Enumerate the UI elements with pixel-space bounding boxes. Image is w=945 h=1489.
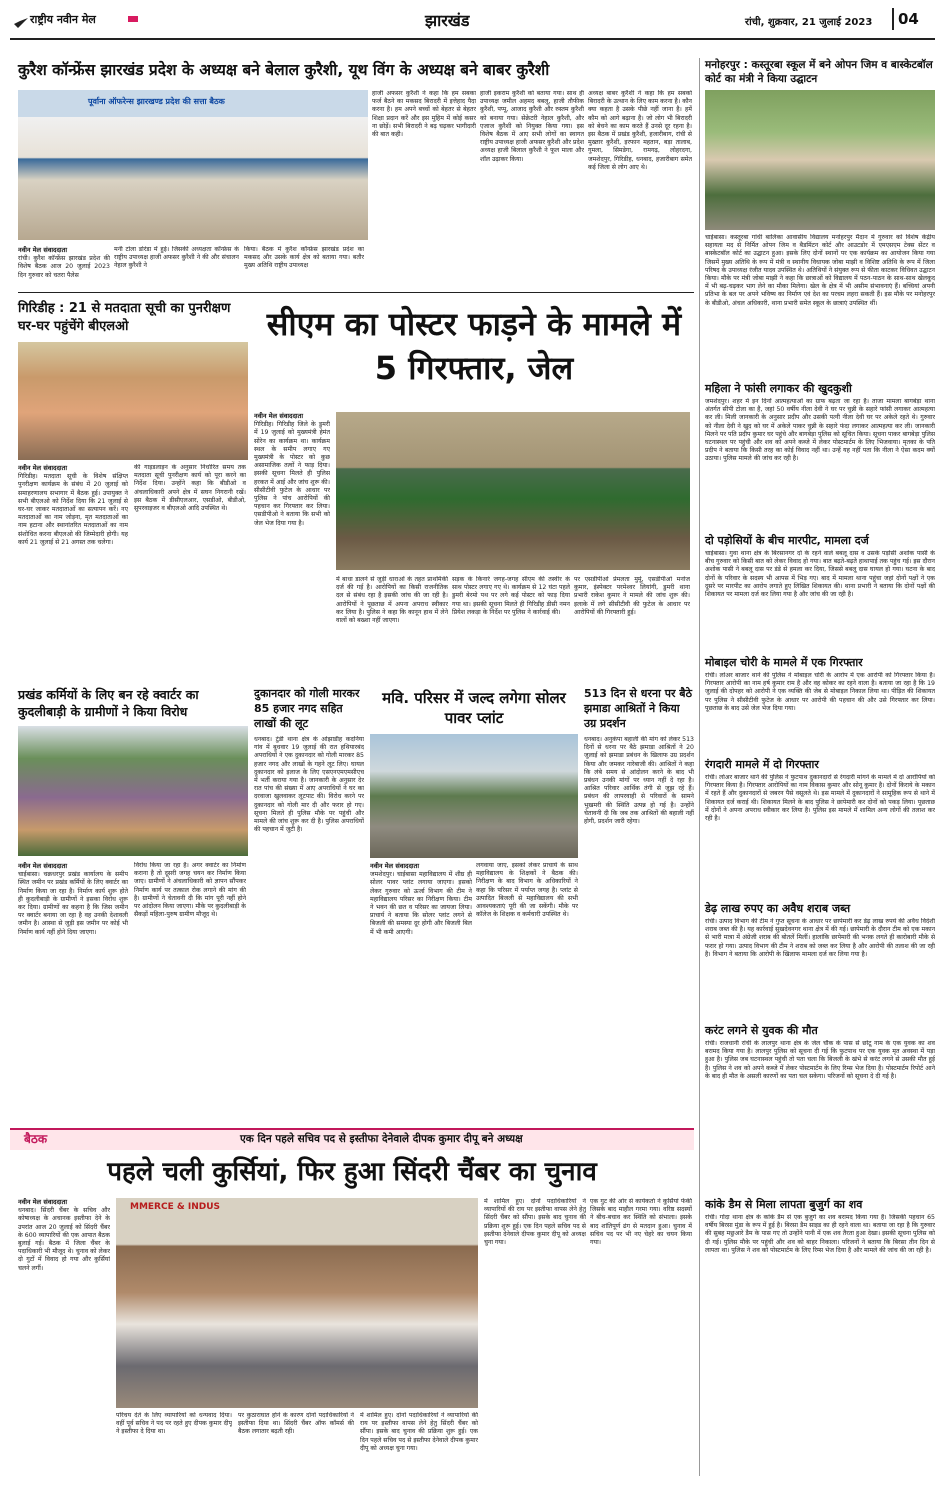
story-col-4: में शामिल हुए। दोनों पदाधिकारियों ने व्यापारियों की राय पर इस्तीफा वापस लेने हेतु सिंदरी चैंबर को सौंपा। इसके बाद चुनाव की प्रक्रिया शुरू हुई। एक दिन पहले सचिव पद से इस्तीफा देनेवाले दीपक कुमार दीपू को अध्यक्ष चुना गया। bbox=[360, 1412, 478, 1452]
story-text: रांची। कुरैश कॉन्फ्रेंस झारखंड प्रदेश की विशेष बैठक आज 20 जुलाई 2023 दिन गुरुवार को चतरा पैलेस bbox=[18, 255, 110, 279]
story-shopkeeper-robbery bbox=[254, 686, 364, 1124]
story-text: जमशेदपुर। शहर में इन दिनों आत्महत्याओं का ग्राफ बढ़ता जा रहा है। ताजा मामला बागबेड़ा थाना अंतर्गत सीपी टोला का है, जहां 50 वर्षीय नीला देवी ने घर पर चुन्नी के सहारे फांसी लगाकर आत्महत्या कर ली। मिली जानकारी के अनुसार प्रदीप और उसकी पत्नी नीला देवी घर पर अकेले रहते थे। गुरुवार को नीला देवी ने खुद को घर में अकेले पाकर चुन्नी के सहारे फंदा लगाकर आत्महत्या कर ली। जानकारी मिलने पर पति प्रदीप कुमार घर पहुंचे और बागबेड़ा पुलिस को सूचित किया। सूचना पाकर बागबेड़ा पुलिस घटनास्थल पर पहुंची और शव को अपने कब्जे में लेकर पोस्टमार्टम के लिए भिजवाया। मृतका के पति प्रदीप ने बताया कि किसी तरह का कोई विवाद नहीं था। उन्हें यह नहीं पता कि नीला ने ऐसा कदम क्यों उठाया। पुलिस मामले की जांच कर रही है। bbox=[705, 398, 935, 463]
story-sindri-chamber bbox=[10, 1128, 694, 1476]
story-col-6: अध्यक्ष बाबर कुरैशी ने कहा कि हम सबको बिरादरी के उत्थान के लिए काम करना है। कौन क्या कहता है उसके पीछे नहीं जाना है। हमें कौम को आगे बढ़ाना है। जो लोग भी बिरादरी को बेचने का काम करते हैं उनसे दूर रहना है। इस बैठक में प्रखंड कुरैशी, हजारीबाग, रांची से मुख्तार कुरैशी, इरफान महतान, बड़ा तालाब, गुमला, सिमडेगा, रामगढ़, लोहरदगा, जमशेदपुर, गिरिडीह, धनबाद, हजारीबाग समेत कई जिला से लोग आए थे। bbox=[588, 90, 692, 171]
masthead-rule bbox=[10, 38, 935, 40]
story-text: जमशेदपुर। चाईबासा महाविद्यालय में शीघ्र ही सोलर पावर प्लांट लगाया जाएगा। इसको लेकर गुरुवार को ऊर्जा विभाग की टीम ने महाविद्यालय परिसर का निरीक्षण किया। टीम ने भवन की छत व परिसर का जायजा लिया। प्राचार्य ने बताया कि सोलर प्लांट लगने से बिजली की समस्या दूर होगी और बिजली बिल में भी कमी आएगी। bbox=[370, 871, 472, 936]
byline: नवीन मेल संवाददाता bbox=[18, 464, 67, 472]
story-giridih-voter-list bbox=[18, 300, 248, 680]
story-text: रांची। लोअर बाजार थाने की पुलिस ने फुटपाथ दुकानदारों से रंगदारी मांगने के मामले में दो आरोपियों को गिरफ्तार किया है। गिरफ्तार आरोपियों का नाम विकास कुमार और सोनू कुमार है। दोनों किराये के मकान में रहते हैं और दुकानदारों से जबरन पैसे वसूलते थे। इस मामले में दुकानदारों ने सामूहिक रूप से थाने में शिकायत दर्ज कराई थी। शिकायत मिलने के बाद पुलिस ने छापेमारी कर दोनों को पकड़ लिया। पूछताछ में दोनों ने अपना अपराध स्वीकार कर लिया है। पुलिस इस मामले में शामिल अन्य लोगों की तलाश कर रही है। bbox=[705, 774, 935, 823]
story-col-5: हाजी इकराम कुरैशी को बताया गया। साथ ही उपाध्यक्ष जमील अहमद बबलू, हाजी तौफीक कुरैशी, पप्पू, आजाद कुरैशी और रुस्तम कुरैशी को बनाया गया। सेक्रेटरी नेहाल कुरैशी, और एजाज कुरैशी को नियुक्त किया गया। इस विशेष बैठक में आए सभी लोगों का स्वागत राष्ट्रीय उपाध्यक्ष हाजी अफसर कुरैशी और प्रदेश अध्यक्ष हाजी बिलाल कुरैशी ने फूल माला और शॉल उढ़ाकर किया। bbox=[480, 90, 584, 163]
story-col-2: मनी टोला डोरंडा में हुई। जिसकी अध्यक्षता कॉन्फ्रेंस के राष्ट्रीय उपाध्यक्ष हाजी अफसर कुरैशी ने की और संचालन नेहाल कुरैशी ने bbox=[114, 246, 239, 270]
story-col-2: विरोध किया जा रहा है। अगर क्वार्टर का निर्माण कराना है तो दूसरी जगह चयन कर निर्माण किया जाए। ग्रामीणों ने अंचलाधिकारी को ज्ञापन सौंपकर निर्माण कार्य पर तत्काल रोक लगाने की मांग की है। ग्रामीणों ने चेतावनी दी कि मांग पूरी नहीं होने पर आंदोलन किया जाएगा। मौके पर कुदलीबाड़ी के सैकड़ों महिला-पुरुष ग्रामीण मौजूद थे। bbox=[134, 862, 246, 919]
story-text: रांची। गोंदा थाना क्षेत्र के कांके डैम से एक बुजुर्ग का शव बरामद किया गया है। जिसकी पहचान 65 वर्षीय बिरसा मुंडा के रूप में हुई है। बिरसा डैम साइड का ही रहने वाला था। बताया जा रहा है कि गुरुवार की सुबह मछुआरे डैम के पास गए तो उन्होंने पानी में एक शव तैरता हुआ देखा। इसकी सूचना पुलिस को दी गई। पुलिस मौके पर पहुंची और शव को बाहर निकाला। परिजनों ने बताया कि बिरसा तीन दिन से लापता था। पुलिस ने शव को पोस्टमार्टम के लिए रिम्स भेज दिया है और मामले की जांच की जा रही है। bbox=[705, 1214, 935, 1254]
story-mobile-theft bbox=[705, 656, 935, 754]
arrest-photo bbox=[336, 412, 690, 570]
story-neighbour-fight bbox=[705, 534, 935, 652]
story-headline: पहले चली कुर्सियां, फिर हुआ सिंदरी चैंबर का चुनाव bbox=[107, 1157, 597, 1187]
story-solar-plant bbox=[370, 686, 578, 1124]
page-number-divider bbox=[892, 8, 894, 30]
story-headline: गिरिडीह : 21 से मतदाता सूची का पुनरीक्षण घर-घर पहुंचेंगे बीएलओ bbox=[18, 301, 231, 334]
story-text: रांची। उत्पाद विभाग की टीम ने गुप्त सूचना के आधार पर छापेमारी कर डेढ़ लाख रुपये की अवैध विदेशी शराब जब्त की है। यह कार्रवाई सुखदेवनगर थाना क्षेत्र में की गई। छापेमारी के दौरान टीम को एक मकान से भारी मात्रा में अंग्रेजी शराब की बोतलें मिलीं। हालांकि छापेमारी की भनक लगते ही कारोबारी मौके से फरार हो गया। उत्पाद विभाग की टीम ने शराब को जब्त कर लिया है और आरोपी की तलाश की जा रही है। विभाग ने बताया कि आरोपी के खिलाफ मामला दर्ज कर लिया गया है। bbox=[705, 918, 935, 958]
story-col-1 bbox=[18, 1198, 110, 1474]
kicker-text: एक दिन पहले सचिव पद से इस्तीफा देनेवाले दीपक कुमार दीपू बने अध्यक्ष bbox=[240, 1133, 523, 1145]
story-headline: कुरैश कॉन्फ्रेंस झारखंड प्रदेश के अध्यक्ष बने बेलाल कुरैशी, यूथ विंग के अध्यक्ष बने बाबर कुरैशी bbox=[18, 61, 550, 79]
story-text: धनबाद। सिंदरी चैंबर के सचिव और कोषाध्यक्ष के अचानक इस्तीफा देने के उपरांत आज 20 जुलाई को सिंदरी चैंबर के 600 व्यापारियों की एक आपात बैठक बुलाई गई। बैठक में जिला चैंबर के पदाधिकारी भी मौजूद थे। चुनाव को लेकर दो गुटों में विवाद हो गया और कुर्सियां चलने लगीं। bbox=[18, 1207, 110, 1272]
story-col-2: में बाधा डालने से जुड़ी धाराओं के तहत प्राथमिकी दर्ज की गई है। आरोपियों का किसी राजनीतिक दल से संबंध रहा है इसकी जांच की जा रही है। आरोपियों ने पूछताछ में अपना अपराध स्वीकार कर लिया है। पुलिस ने कहा कि कानून हाथ में लेने वालों को बख्शा नहीं जाएगा। bbox=[336, 576, 448, 625]
photo-sign: MMERCE & INDUS bbox=[130, 1202, 220, 1212]
byline: नवीन मेल संवाददाता bbox=[18, 1198, 67, 1206]
story-extortion-arrest bbox=[705, 758, 935, 898]
story-headline: डेढ़ लाख रुपए का अवैध शराब जब्त bbox=[705, 902, 851, 915]
story-col-1 bbox=[18, 246, 110, 286]
masthead-flag-mark bbox=[128, 16, 138, 22]
story-headline: दुकानदार को गोली मारकर 85 हजार नगद सहित लाखों की लूट bbox=[254, 687, 360, 730]
story-headline: मवि. परिसर में जल्द लगेगा सोलर पावर प्लांट bbox=[382, 689, 566, 727]
story-jhamada-protest bbox=[584, 686, 694, 1124]
section-title: झारखंड bbox=[425, 11, 470, 30]
college-inspection-photo bbox=[370, 734, 578, 858]
story-col-4: हाजी अफसर कुरैशी ने कहा कि हम सबका फर्ज बैठने का मकसद बिरादरी में इत्तेहाद पैदा करना है। हम अपने बच्चों को बेहतर से बेहतर शिक्षा प्रदान करें और इस मुहिम में कोई कसर ना छोड़ें। सभी बिरादरी ने बढ़ चढ़कर भागीदारी की बात कही। bbox=[372, 90, 476, 139]
story-headline: 513 दिन से धरना पर बैठे झमाडा आश्रितों ने किया उग्र प्रदर्शन bbox=[584, 687, 692, 730]
byline: नवीन मेल संवाददाता bbox=[254, 412, 303, 420]
story-text: रांची। लोअर बाजार थाने की पुलिस ने मोबाइल चोरी के आरोप में एक आरोपी को गिरफ्तार किया है। गिरफ्तार आरोपी का नाम हर्ष कुमार राम है और वह कोकर का रहने वाला है। बताया जा रहा है कि 19 जुलाई की दोपहर को आरोपी ने एक व्यक्ति की जेब से मोबाइल निकाल लिया था। पीड़ित की शिकायत पर पुलिस ने सीसीटीवी फुटेज के आधार पर आरोपी की पहचान की और उसे गिरफ्तार कर लिया। पूछताछ के बाद उसे जेल भेज दिया गया। bbox=[705, 672, 935, 712]
page-number: 04 bbox=[898, 10, 919, 28]
story-col-6: एक गुट की ओर से कार्यकर्ता ने कुर्सियां फेंकीं जिसके बाद माहौल गरमा गया। वरिष्ठ सदस्यों ने बीच-बचाव कर स्थिति को संभाला। इसके बाद शांतिपूर्ण ढंग से मतदान हुआ। चुनाव में सचिव पद पर भी नए चेहरे का चयन किया गया। bbox=[590, 1198, 692, 1247]
byline: नवीन मेल संवाददाता bbox=[370, 862, 419, 870]
story-text: गिरिडीह। गिरिडीह जिले के डुमरी में 19 जुलाई को मुख्यमंत्री हेमंत सोरेन का कार्यक्रम था। कार्यक्रम स्थल के समीप लगाए गए मुख्यमंत्री के पोस्टर को कुछ असामाजिक तत्वों ने फाड़ दिया। इसकी सूचना मिलते ही पुलिस हरकत में आई और जांच शुरू की। सीसीटीवी फुटेज के आधार पर पुलिस ने पांच आरोपियों की पहचान कर गिरफ्तार कर लिया। एसडीपीओ ने बताया कि सभी को जेल भेज दिया गया है। bbox=[254, 421, 330, 527]
paper-name: राष्ट्रीय नवीन मेल bbox=[30, 13, 96, 26]
story-col-3: सड़क के किनारे जगह-जगह सीएम की तस्वीर के साथ पोस्टर लगाए गए थे। कार्यक्रम से 12 घंटा पहले डुमरी बेरमो पथ पर लगे कई पोस्टर को फाड़ दिया गया था। इसकी सूचना मिलते ही गिरिडीह डीसी नमन प्रियेश लकड़ा के निर्देश पर पुलिस ने कार्रवाई की। bbox=[452, 576, 570, 616]
story-col-5: में शामिल हुए। दोनों पदाधिकारियों ने व्यापारियों की राय पर इस्तीफा वापस लेने हेतु सिंदरी चैंबर को सौंपा। इसके बाद चुनाव की प्रक्रिया शुरू हुई। एक दिन पहले सचिव पद से इस्तीफा देनेवाले दीपक कुमार दीपू को अध्यक्ष चुना गया। bbox=[484, 1198, 586, 1247]
story-text: चाईबासा। गुवा थाना क्षेत्र के बिरसानगर दो के रहने वाले बबलू दास व उसके पड़ोसी अशोक पासी के बीच गुरुवार को किसी बात को लेकर विवाद हो गया। बात बढ़ते-बढ़ते हाथापाई तक पहुंच गई। इस दौरान अशोक पासी ने बबलू दास पर डंडे से हमला कर दिया, जिससे बबलू दास घायल हो गया। घटना के बाद दोनों के परिवार के सदस्य भी आपस में भिड़ गए। बाद में मामला थाना पहुंचा जहां दोनों पक्षों ने एक दूसरे पर मारपीट का आरोप लगाते हुए लिखित शिकायत की। थाना प्रभारी ने बताया कि दोनों पक्षों की शिकायत पर मामला दर्ज कर लिया गया है और जांच की जा रही है। bbox=[705, 550, 935, 599]
story-manoharpur-gym bbox=[705, 58, 935, 378]
conference-photo bbox=[18, 90, 368, 240]
byline: नवीन मेल संवाददाता bbox=[18, 862, 67, 870]
story-col-1 bbox=[18, 464, 128, 678]
story-headline: महिला ने फांसी लगाकर की खुदकुशी bbox=[705, 382, 852, 395]
story-headline: रंगदारी मामले में दो गिरफ्तार bbox=[705, 758, 819, 771]
story-headline: कांके डैम से मिला लापता बुजुर्ग का शव bbox=[705, 1198, 863, 1211]
story-electrocution bbox=[705, 1024, 935, 1194]
story-kanke-dam bbox=[705, 1198, 935, 1476]
voter-meeting-photo bbox=[18, 342, 248, 460]
story-headline: करंट लगने से युवक की मौत bbox=[705, 1024, 818, 1037]
story-text: धनबाद। टुंडी थाना क्षेत्र के ओझाडीह कदनिया गांव में बुधवार 19 जुलाई की रात हथियारबंद अपराधियों ने एक दुकानदार को गोली मारकर 85 हजार नगद और लाखों के गहने लूट लिए। घायल दुकानदार को इलाज के लिए एसएनएमएमसीएच में भर्ती कराया गया है। जानकारी के अनुसार देर रात पांच की संख्या में आए अपराधियों ने घर का दरवाजा खुलवाकर लूटपाट की। विरोध करने पर दुकानदार को गोली मार दी और फरार हो गए। सूचना मिलते ही पुलिस मौके पर पहुंची और मामले की जांच शुरू कर दी है। पुलिस अपराधियों की पहचान में जुटी है। bbox=[254, 736, 364, 834]
story-quraish-conference bbox=[10, 58, 692, 286]
story-col-1 bbox=[18, 862, 128, 1120]
gym-inauguration-photo bbox=[705, 90, 935, 230]
story-text: चाईबासा। चक्रधरपुर प्रखंड कार्यालय के समीप स्थित जमीन पर प्रखंड कर्मियों के लिए क्वार्टर का निर्माण किया जा रहा है। निर्माण कार्य शुरू होते ही कुदलीबाड़ी के ग्रामीणों ने इसका विरोध शुरू कर दिया। ग्रामीणों का कहना है कि जिस जमीन पर क्वार्टर बनाया जा रहा है वह उनकी देशावली जमीन है। आस्था से जुड़ी इस जमीन पर कोई भी निर्माण कार्य नहीं होने दिया जाएगा। bbox=[18, 871, 128, 936]
bird-logo-icon bbox=[14, 13, 28, 23]
story-col-2: की गाइडलाइन के अनुसार निर्धारित समय तक मतदाता सूची पुनरीक्षण कार्य को पूरा करने का निर्देश दिया। उन्होंने कहा कि बीडीओ व अंचलाधिकारी अपने क्षेत्र में सघन निगरानी रखें। इस बैठक में डीसीएलआर, एसडीओ, बीडीओ, सुपरवाइजर व बीएलओ आदि उपस्थित थे। bbox=[134, 464, 246, 513]
story-col-4: पर एसडीपीओ प्रेमलता मुर्मू, एसडीपीओ मनोज कुमार, इंस्पेक्टर परमेश्वर लियांगी, डुमरी थाना प्रभारी राकेश कुमार ने मामले की जांच शुरू की। इलाके में लगे सीसीटीवी की फुटेज के आधार पर आरोपियों की गिरफ्तारी हुई। bbox=[574, 576, 690, 616]
banner-text: पूर्वाना ऑफरेन्स झारखण्ड प्रदेश की सत्ता बैठक bbox=[88, 97, 225, 106]
chamber-meeting-photo bbox=[116, 1198, 478, 1408]
story-text: रांची। राजधानी रांची के लालपुर थाना क्षेत्र के जेल चौक के पास से छोटू नाम के एक युवक का शव बरामद किया गया है। लालपुर पुलिस को सूचना दी गई कि फुटपाथ पर एक युवक मृत अवस्था में पड़ा हुआ है। पुलिस जब घटनास्थल पहुंची तो पता चला कि बिजली के खंभे से करंट लगने से उसकी मौत हुई है। पुलिस ने शव को अपने कब्जे में लेकर पोस्टमार्टम के लिए रिम्स भेज दिया है। पोस्टमार्टम रिपोर्ट आने के बाद ही मौत के असली कारणों का पता चल सकेगा। परिजनों को सूचना दे दी गई है। bbox=[705, 1040, 935, 1080]
story-cm-poster-arrest bbox=[254, 300, 694, 680]
column-separator bbox=[699, 58, 700, 1476]
story-headline: प्रखंड कर्मियों के लिए बन रहे क्वार्टर का कुदलीबाड़ी के ग्रामीणों ने किया विरोध bbox=[18, 687, 199, 719]
story-headline: मनोहरपुर : कस्तूरबा स्कूल में बने ओपन जिम व बास्केटबॉल कोर्ट का मंत्री ने किया उद्घाटन bbox=[705, 59, 933, 85]
story-woman-suicide bbox=[705, 382, 935, 530]
masthead bbox=[0, 0, 945, 48]
dateline: रांची, शुक्रवार, 21 जुलाई 2023 bbox=[745, 17, 873, 28]
story-text: धनबाद। अनुकंपा बहाली की मांग को लेकर 513 दिनों से धरना पर बैठे झमाडा आश्रितों ने 20 जुलाई को झमाडा प्रबंधन के खिलाफ उग्र प्रदर्शन किया और जमकर नारेबाजी की। आश्रितों ने कहा कि लंबे समय से आंदोलन करने के बाद भी प्रबंधन उनकी मांगों पर ध्यान नहीं दे रहा है। आश्रित परिवार आर्थिक तंगी से जूझ रहे हैं। प्रबंधन की लापरवाही से परिवारों के सामने भुखमरी की स्थिति उत्पन्न हो गई है। उन्होंने चेतावनी दी कि जब तक आश्रितों की बहाली नहीं होगी, प्रदर्शन जारी रहेगा। bbox=[584, 736, 694, 826]
story-col-2: परिचय देते के लिए व्यापारियों को धन्यवाद दिया। वहीं पूर्व सचिव ने पद पर रहते हुए दीपक कुमार दीपू ने इस्तीफा दे दिया था। bbox=[116, 1412, 232, 1436]
story-col-1 bbox=[370, 862, 472, 1120]
divider bbox=[18, 292, 694, 293]
story-col-1 bbox=[254, 412, 330, 670]
story-text: चाईबासा। कस्तूरबा गांधी बालिका आवासीय विद्यालय मनोहरपुर मैदान में गुरुवार को विशेष केंद्रीय सहायता मद से निर्मित ओपन जिम व बैडमिंटन कोर्ट और आउटडोर में एमएसएम टेक्स सेंटर व बास्केटबॉल कोर्ट का उद्घाटन हुआ। इसके लिए दोनों स्थानों पर एक कार्यक्रम का आयोजन किया गया जिसमें मुख्य अतिथि के रूप में मंत्री व स्थानीय विधायक जोबा माझी व विशिष्ट अतिथि के रूप में जिला परिषद के उपाध्यक्ष रंजीत यादव उपस्थित थे। अतिथियों ने संयुक्त रूप से फीता काटकर विधिवत उद्घाटन किया। मौके पर मंत्री जोबा माझी ने कहा कि छात्राओं को विद्यालय में पठन-पाठन के साथ-साथ खेलकूद में भी बढ़-चढ़कर भाग लेने का मौका मिलेगा। खेल के क्षेत्र में भी असीम संभावनाएं हैं। बच्चियां अपनी प्रतिभा के बल पर अपने भविष्य का निर्माण एवं देश का परचम लहरा सकती हैं। इस मौके पर मनोहरपुर के बीडीओ, अंचल अधिकारी, थाना प्रभारी समेत स्कूल के छात्राएं उपस्थित थीं। bbox=[705, 234, 935, 307]
story-headline: दो पड़ोसियों के बीच मारपीट, मामला दर्ज bbox=[705, 534, 869, 547]
story-headline: सीएम का पोस्टर फाड़ने के मामले में 5 गिरफ्तार, जेल bbox=[266, 305, 682, 387]
story-text: गिरिडीह। मतदाता सूची के विशेष संक्षिप्त पुनरीक्षण कार्यक्रम के संबंध में 20 जुलाई को समाहरणालय सभागार में बैठक हुई। उपायुक्त ने सभी बीएलओ को निर्देश दिया कि 21 जुलाई से घर-घर जाकर मतदाताओं का सत्यापन करें। नए मतदाताओं का नाम जोड़ना, मृत मतदाताओं का नाम हटाना और स्थानांतरित मतदाताओं का नाम संशोधित करना बीएलओ की जिम्मेदारी होगी। यह कार्य 21 जुलाई से 21 अगस्त तक चलेगा। bbox=[18, 473, 128, 546]
story-col-2: लगवाया जाए, इसको लेकर प्राचार्य के साथ महाविद्यालय के शिक्षकों ने बैठक की। निरीक्षण के बाद विभाग के अधिकारियों ने कहा कि परिसर में पर्याप्त जगह है। प्लांट से उत्पादित बिजली से महाविद्यालय की सभी आवश्यकताएं पूरी की जा सकेंगी। मौके पर कॉलेज के शिक्षक व कर्मचारी उपस्थित थे। bbox=[476, 862, 578, 919]
story-quarter-protest bbox=[18, 686, 248, 1124]
story-col-3: पर कुठाराघात होने के कारण दोनों पदाधिकारियों ने इस्तीफा दिया था। सिंदरी चैंबर ऑफ कॉमर्स की बैठक लगातार बढ़ती रही। bbox=[238, 1412, 354, 1436]
story-headline: मोबाइल चोरी के मामले में एक गिरफ्तार bbox=[705, 656, 863, 669]
section-tag: बैठक bbox=[24, 1132, 48, 1146]
story-illegal-liquor bbox=[705, 902, 935, 1020]
protest-photo bbox=[18, 726, 248, 856]
byline: नवीन मेल संवाददाता bbox=[18, 246, 67, 254]
story-col-3: किया। बैठक में कुरैश कॉन्फ्रेंस झारखंड प्रदेश का मकसद और उसके कार्य क्षेत्र को बताया गया। बतौर मुख्य अतिथि राष्ट्रीय उपाध्यक्ष bbox=[244, 246, 364, 270]
